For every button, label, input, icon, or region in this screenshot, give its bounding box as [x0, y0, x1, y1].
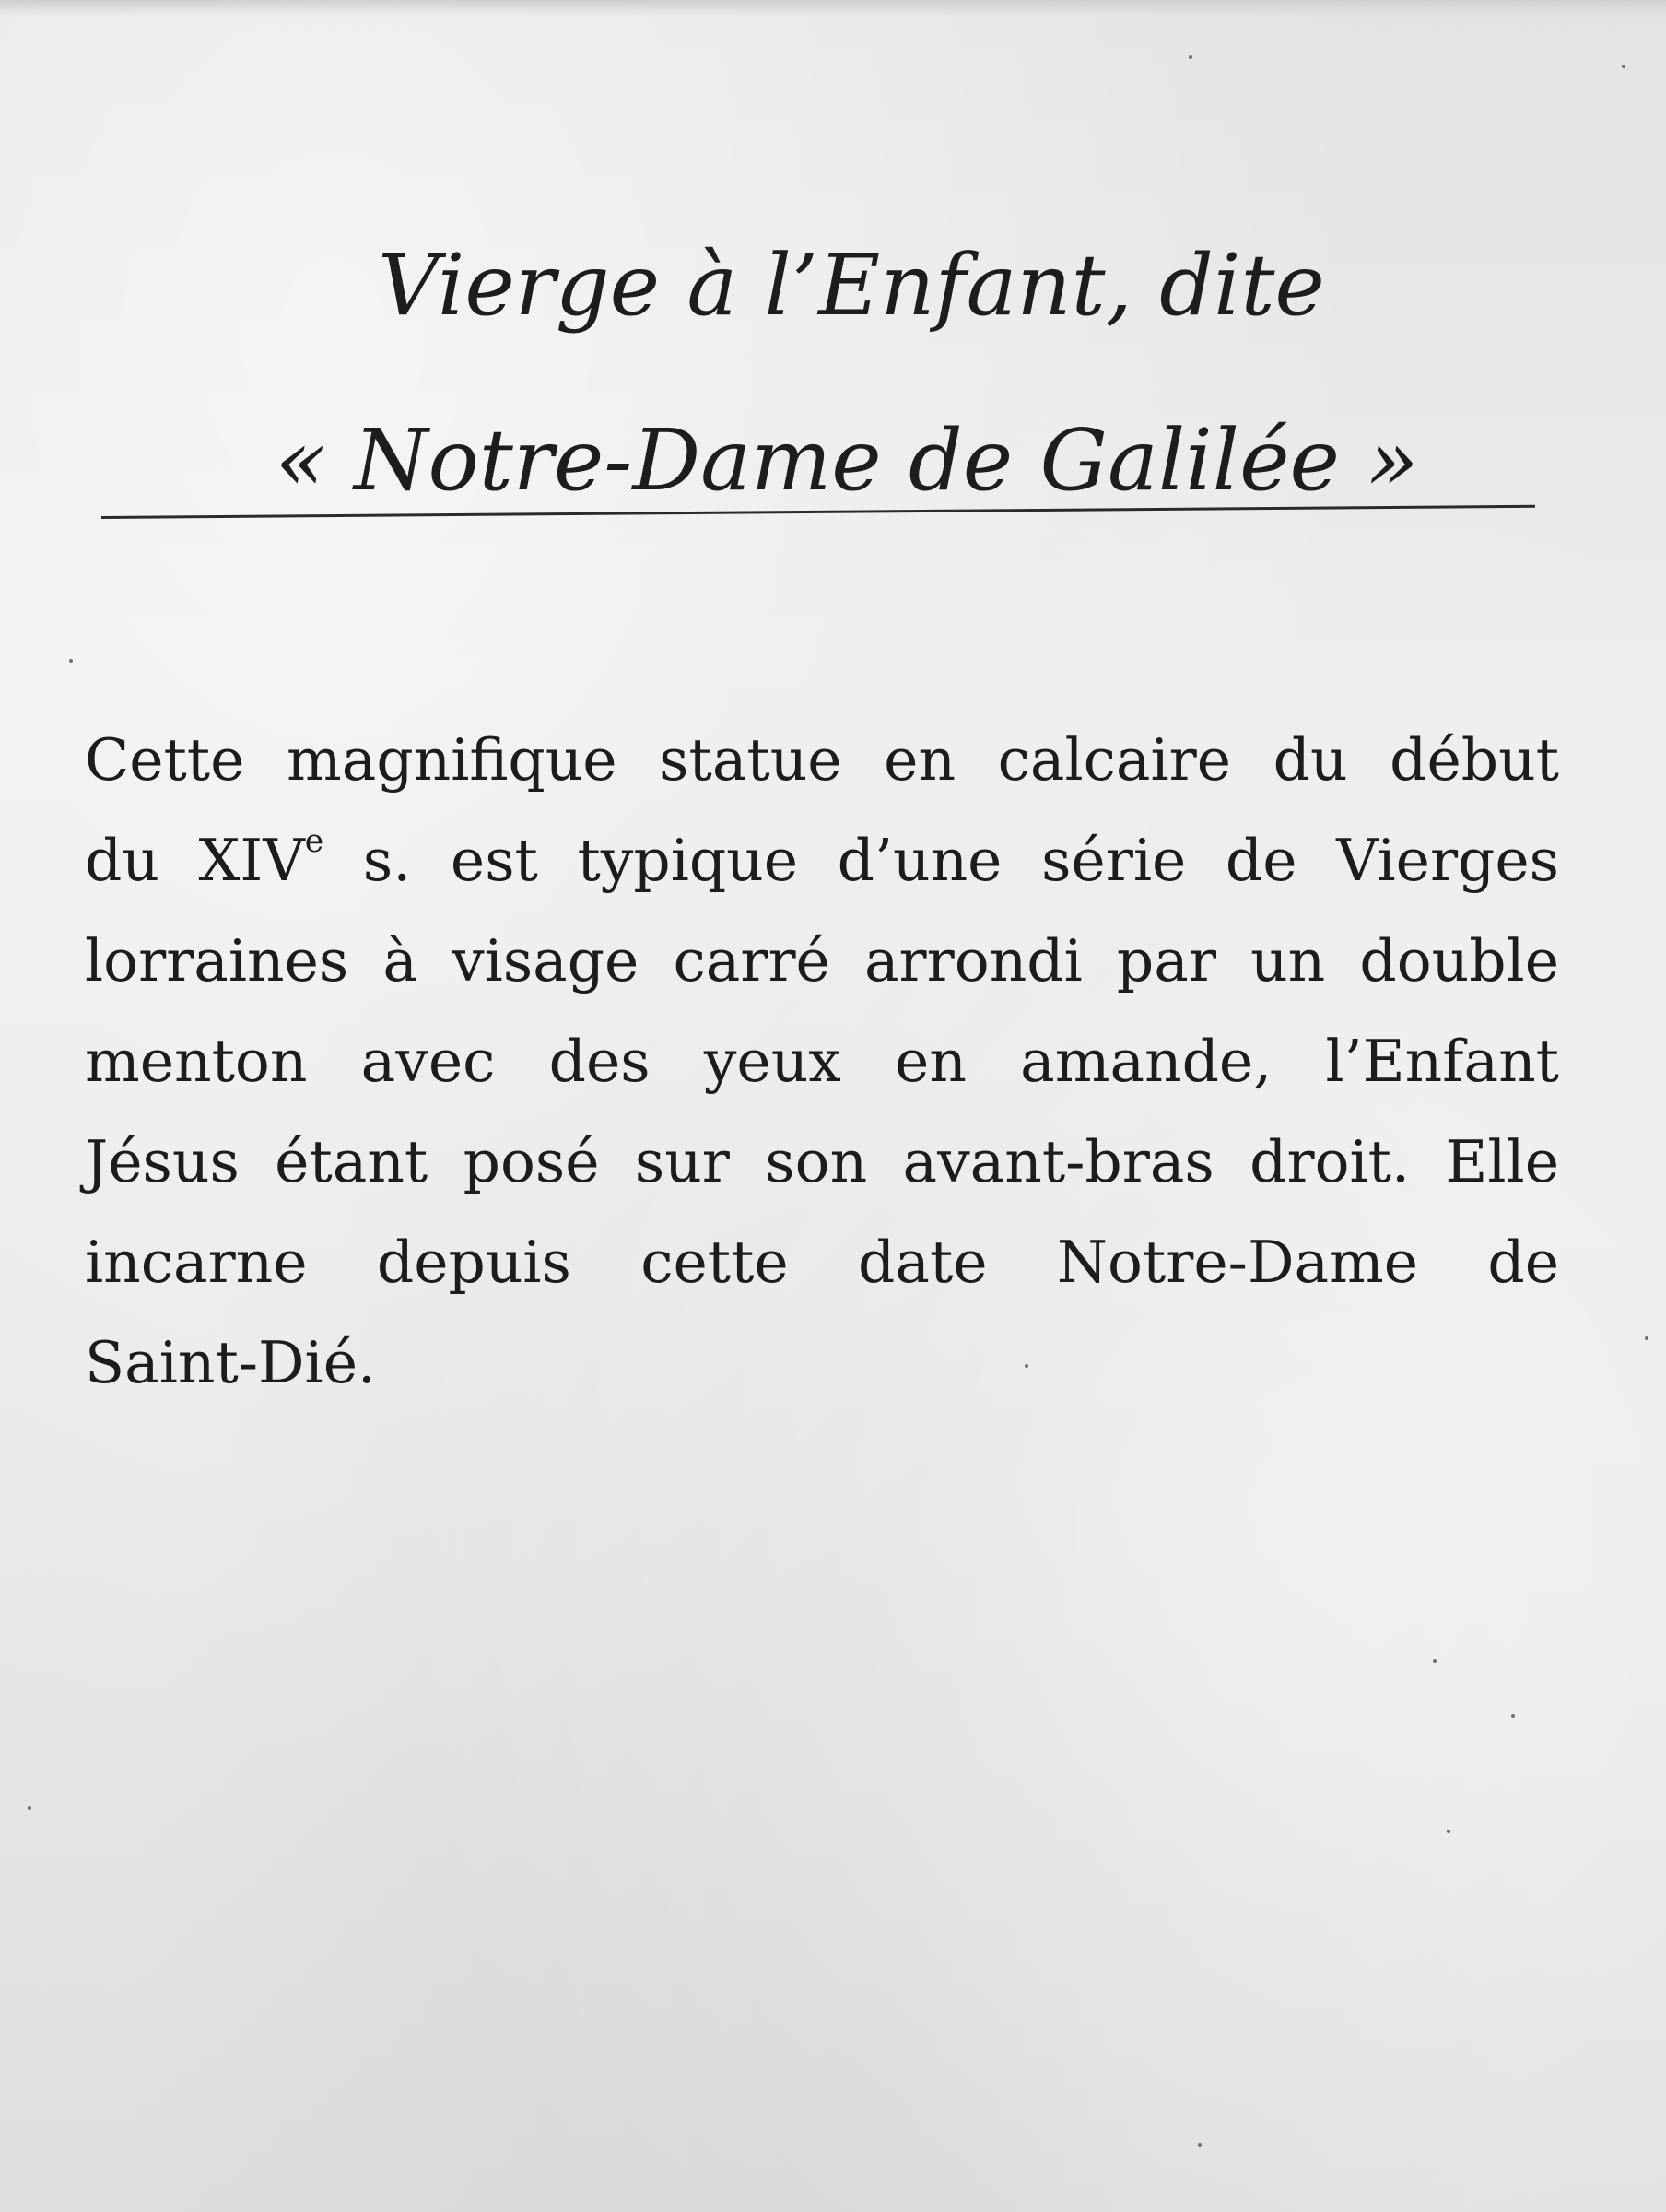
- paper-speck: [1447, 1830, 1450, 1833]
- paper-speck: [1622, 65, 1625, 68]
- paper-speck: [1198, 2143, 1202, 2147]
- paper-speck: [1025, 1364, 1028, 1368]
- paper-speck: [69, 659, 73, 663]
- body-line-2-start: du XIV: [85, 827, 305, 894]
- paper-speck: [1189, 55, 1192, 59]
- paper-speck: [1645, 1336, 1648, 1340]
- body-line-4: menton avec des yeux en amande, l’Enfant: [85, 1028, 1559, 1095]
- body-line-1: Cette magnifique statue en calcaire du début: [85, 726, 1559, 794]
- description-paragraph: [85, 710, 1559, 1413]
- body-line-2-end: s. est typique d’une série de Vierges: [323, 827, 1560, 894]
- paper-speck: [1511, 1714, 1515, 1718]
- paper-speck: [28, 1806, 31, 1810]
- title-line-1: Vierge à l’Enfant, dite: [378, 236, 1325, 335]
- paper-top-edge: [0, 0, 1666, 17]
- century-superscript: e: [304, 822, 324, 860]
- body-line-3: lorraines à visage carré arrondi par un double: [85, 927, 1559, 994]
- body-line-2: [85, 810, 1559, 911]
- body-line-7: Saint-Dié.: [85, 1329, 377, 1396]
- paper-speck: [1433, 1659, 1437, 1663]
- title-line-2: « Notre-Dame de Galilée »: [275, 411, 1419, 510]
- body-line-6: incarne depuis cette date Notre-Dame de: [85, 1229, 1559, 1296]
- body-line-5: Jésus étant posé sur son avant-bras droit. Elle: [85, 1128, 1559, 1195]
- label-title: [0, 198, 1666, 548]
